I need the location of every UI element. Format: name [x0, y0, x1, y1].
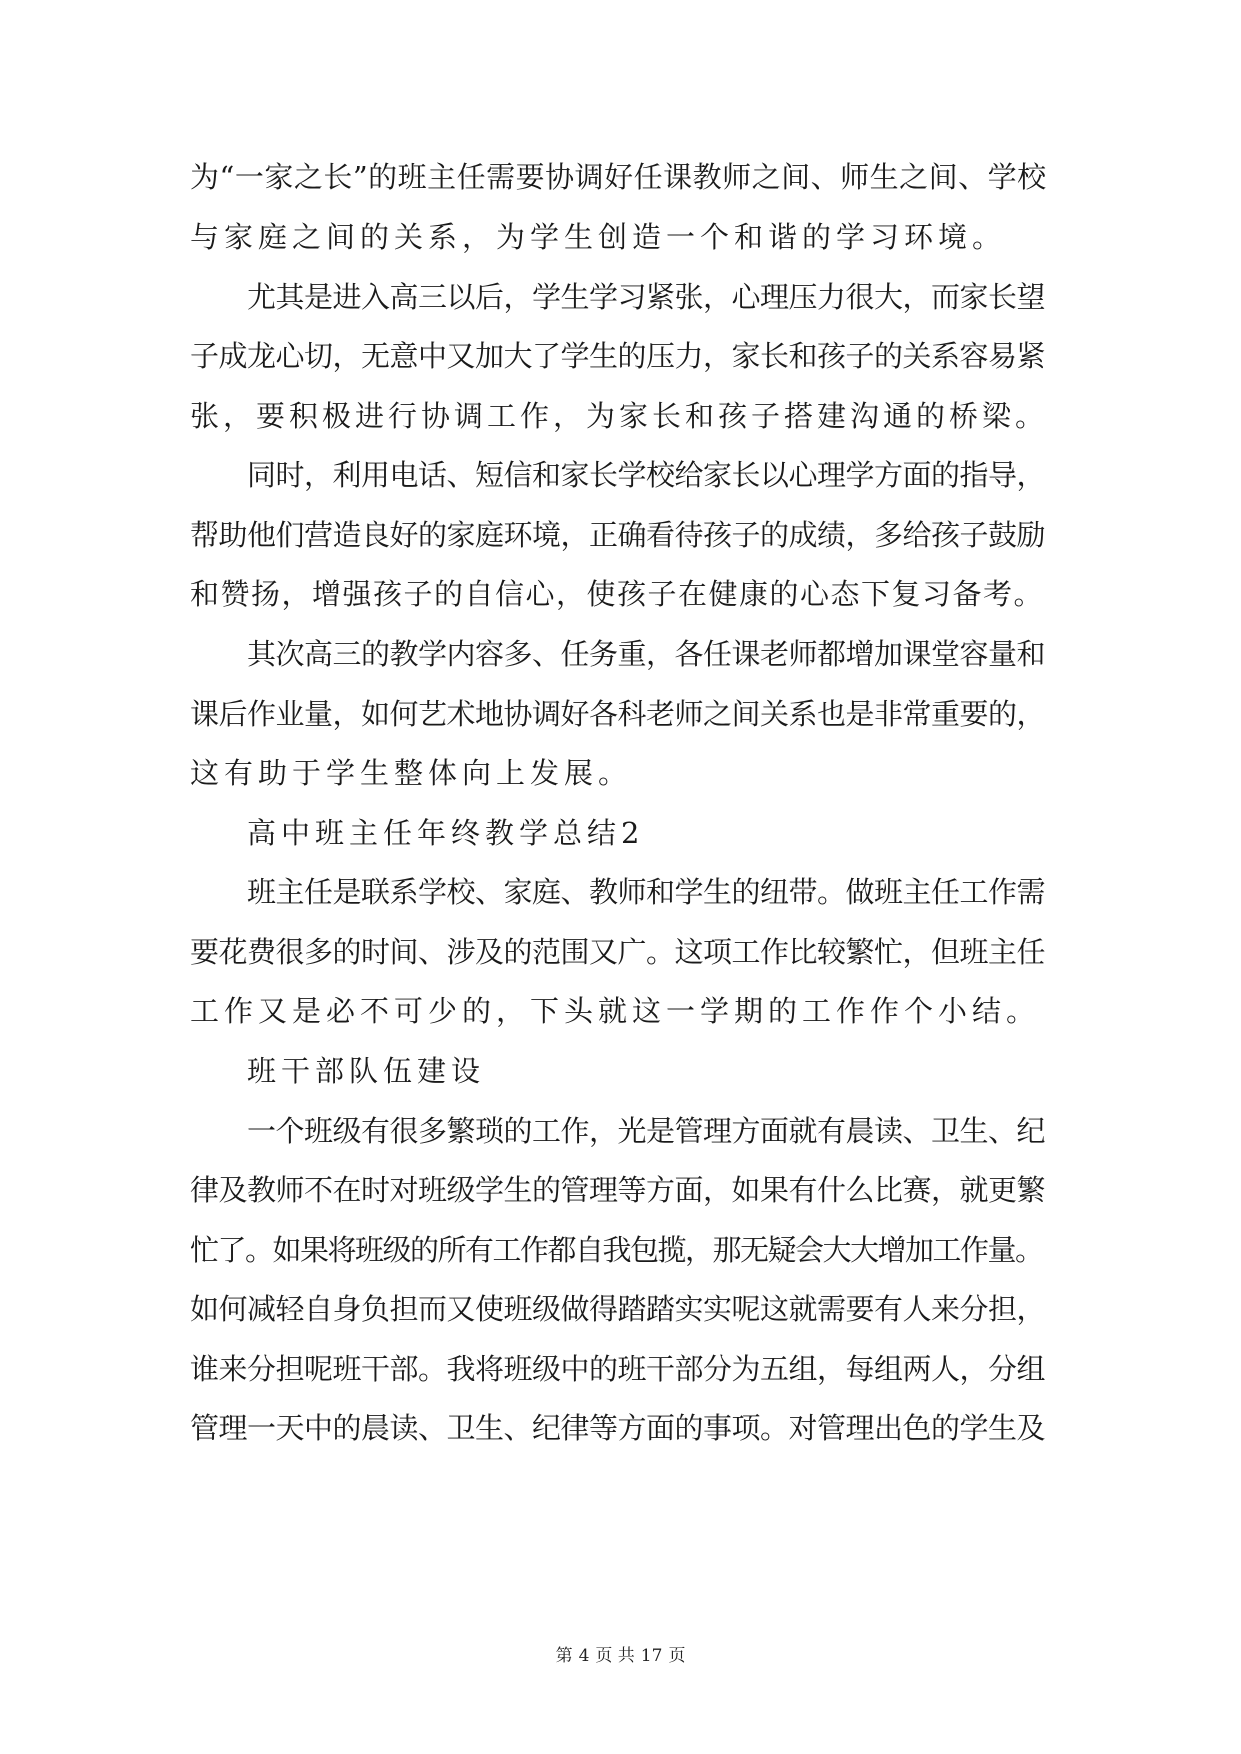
text-line-5: 张，要积极进行协调工作，为家长和孩子搭建沟通的桥梁。 — [190, 399, 1049, 433]
page-footer — [0, 1644, 1241, 1668]
text-line-22: 管理一天中的晨读、卫生、纪律等方面的事项。对管理出色的学生及 — [190, 1411, 1046, 1445]
text-line-17: 一个班级有很多繁琐的工作，光是管理方面就有晨读、卫生、纪 — [247, 1114, 1046, 1148]
text-line-4: 子成龙心切，无意中又加大了学生的压力，家长和孩子的关系容易紧 — [190, 339, 1046, 373]
text-line-3: 尤其是进入高三以后，学生学习紧张，心理压力很大，而家长望 — [247, 280, 1046, 314]
text-line-2: 与家庭之间的关系，为学生创造一个和谐的学习环境。 — [190, 220, 1007, 254]
text-line-15: 工作又是必不可少的，下头就这一学期的工作作个小结。 — [190, 994, 1041, 1028]
section-heading-2: 高中班主任年终教学总结2 — [247, 816, 645, 850]
footer-middle: 页 共 — [595, 1646, 635, 1666]
footer-prefix: 第 — [555, 1646, 573, 1666]
text-line-13: 班主任是联系学校、家庭、教师和学生的纽带。做班主任工作需 — [247, 875, 1046, 909]
text-line-6: 同时，利用电话、短信和家长学校给家长以心理学方面的指导， — [247, 458, 1046, 492]
footer-suffix: 页 — [668, 1646, 686, 1666]
subheading-class-cadre: 班干部队伍建设 — [247, 1054, 486, 1088]
text-line-18: 律及教师不在时对班级学生的管理等方面，如果有什么比赛，就更繁 — [190, 1173, 1046, 1207]
text-line-7: 帮助他们营造良好的家庭环境，正确看待孩子的成绩，多给孩子鼓励 — [190, 518, 1046, 552]
footer-total-pages: 17 — [640, 1646, 663, 1666]
text-line-9: 其次高三的教学内容多、任务重，各任课老师都增加课堂容量和 — [247, 637, 1046, 671]
text-line-8: 和赞扬，增强孩子的自信心，使孩子在健康的心态下复习备考。 — [190, 577, 1045, 611]
text-line-10: 课后作业量，如何艺术地协调好各科老师之间关系也是非常重要的， — [190, 697, 1046, 731]
text-line-1: 为“一家之长”的班主任需要协调好任课教师之间、师生之间、学校 — [190, 160, 1047, 194]
text-line-20: 如何减轻自身负担而又使班级做得踏踏实实呢这就需要有人来分担， — [190, 1292, 1046, 1326]
text-line-14: 要花费很多的时间、涉及的范围又广。这项工作比较繁忙，但班主任 — [190, 935, 1046, 969]
footer-page-number: 4 — [578, 1646, 590, 1666]
text-line-19: 忙了。如果将班级的所有工作都自我包揽，那无疑会大大增加工作量。 — [190, 1233, 1043, 1267]
text-line-21: 谁来分担呢班干部。我将班级中的班干部分为五组，每组两人，分组 — [190, 1352, 1046, 1386]
text-line-11: 这有助于学生整体向上发展。 — [190, 756, 633, 790]
